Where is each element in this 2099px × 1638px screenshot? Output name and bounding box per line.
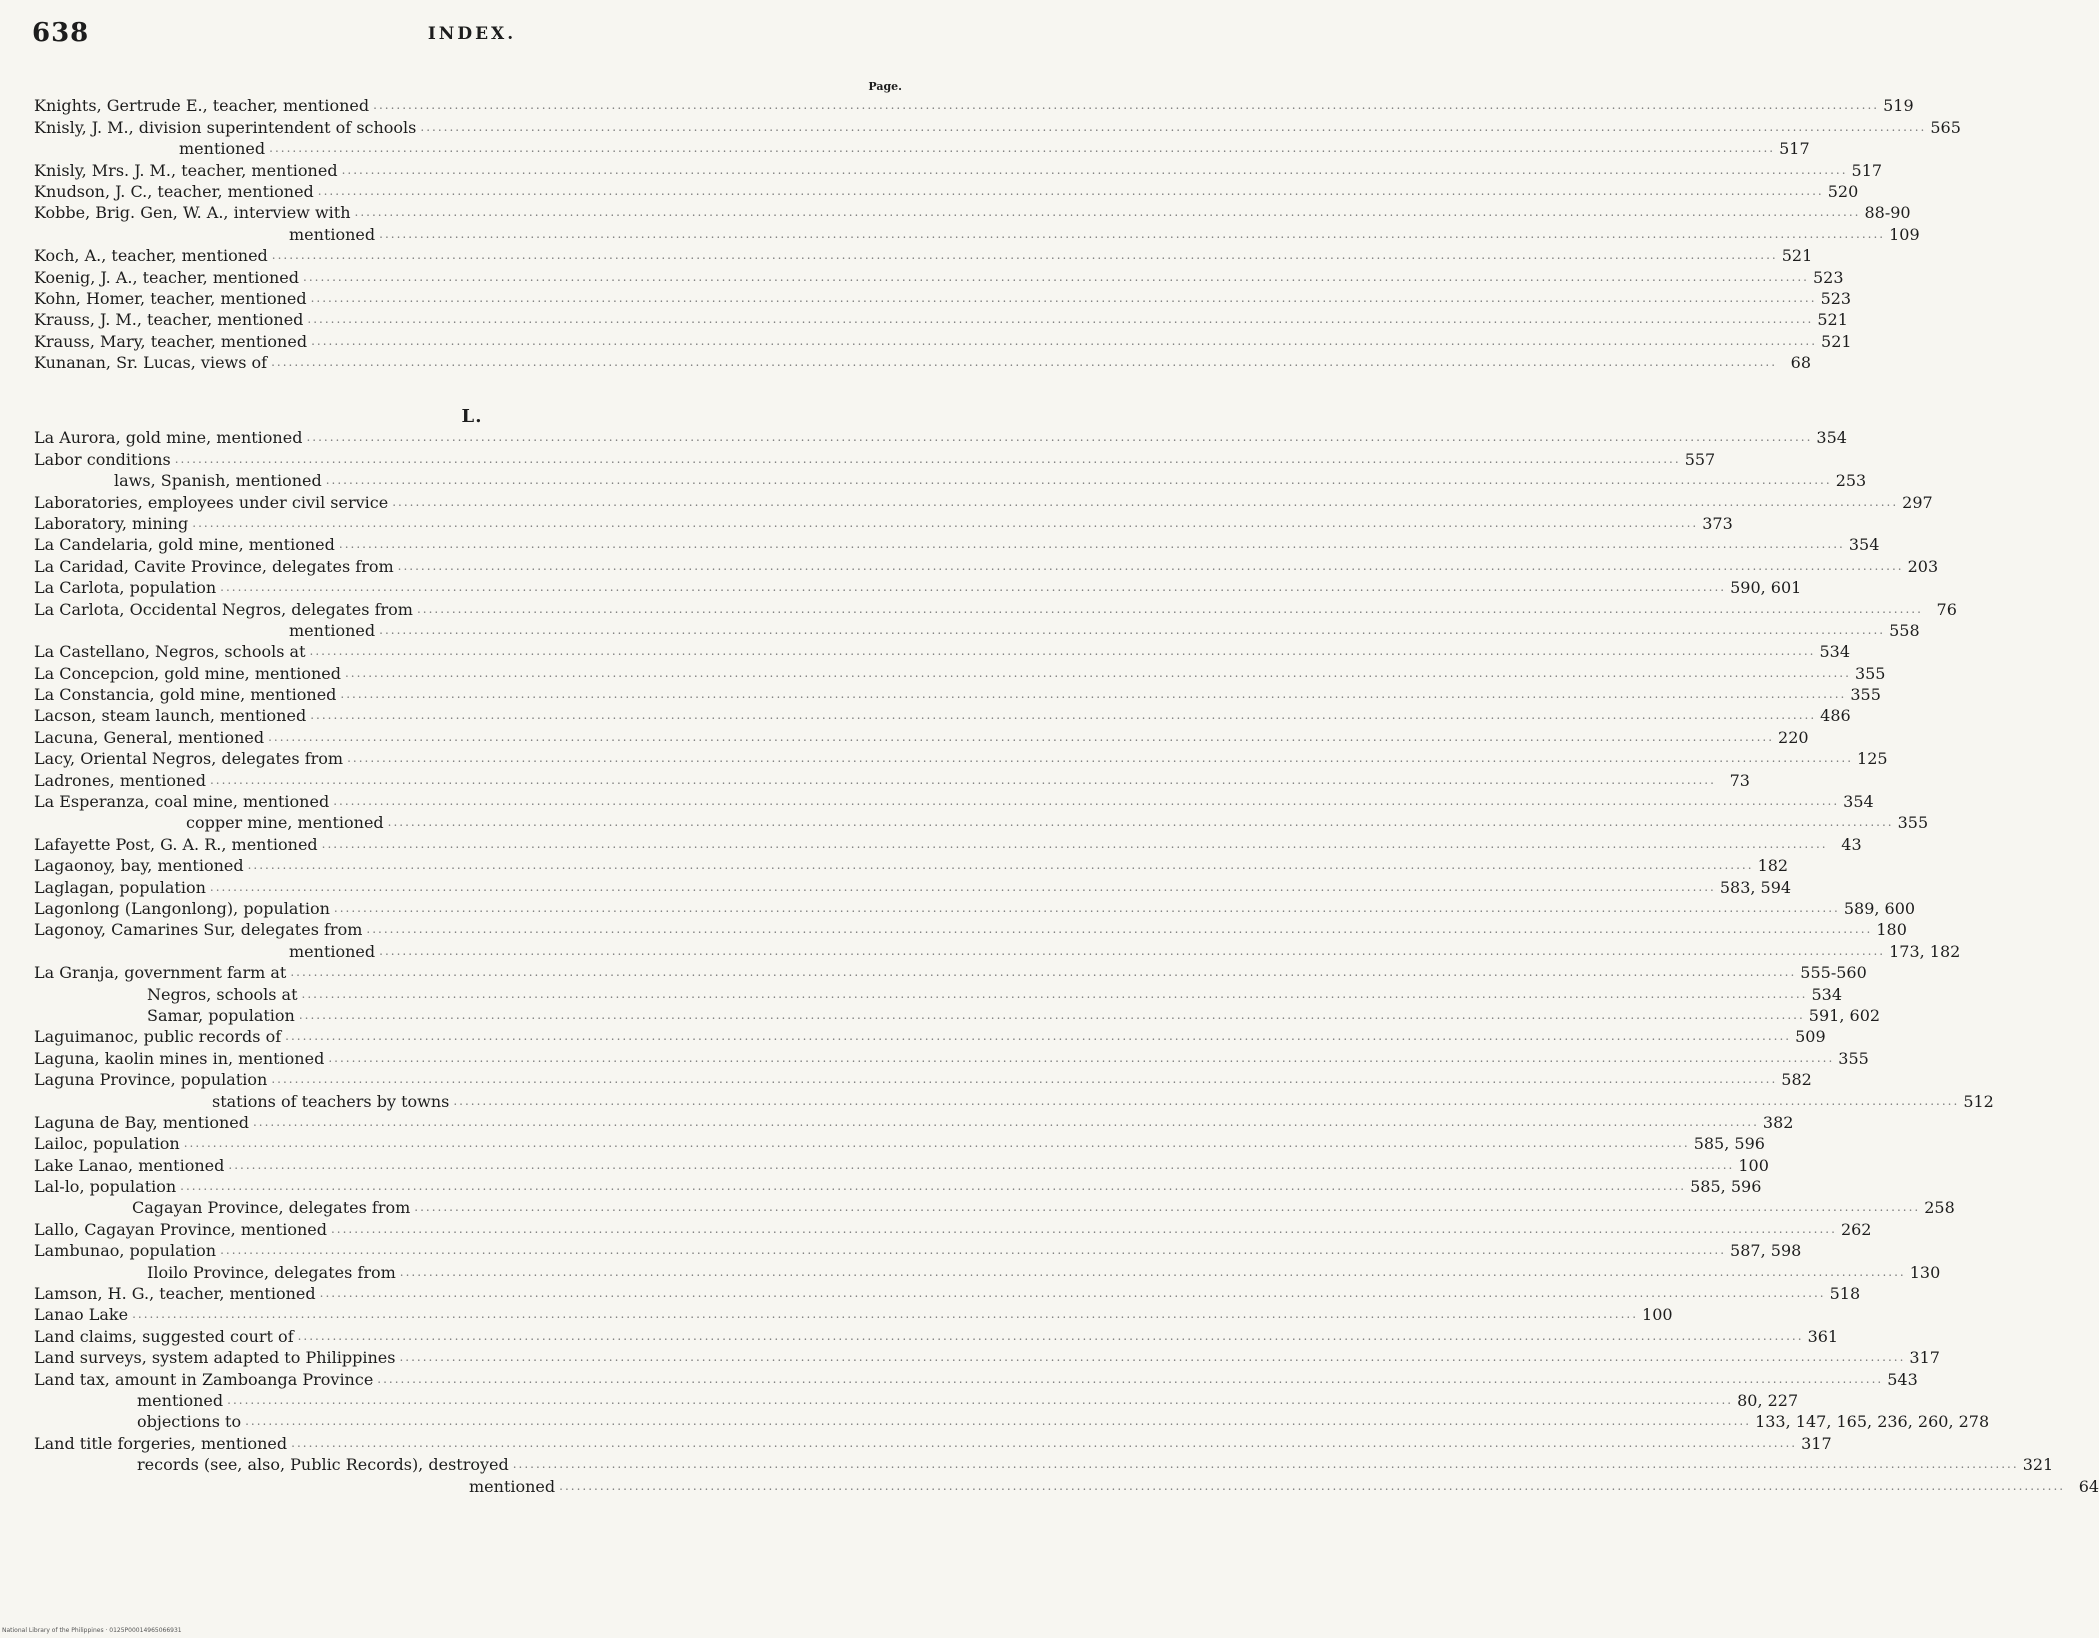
index-entry [34, 1111, 1794, 1132]
index-entry [34, 351, 1812, 373]
entry-text: La Esperanza, coal mine, mentioned [34, 792, 330, 812]
dot-leader [379, 225, 1885, 244]
index-entry [34, 1282, 1861, 1304]
entry-text: Ladrones, mentioned [34, 770, 206, 790]
index-entry [34, 94, 1914, 116]
entry-text: Laguna, kaolin mines in, mentioned [34, 1048, 325, 1068]
entry-text: Lambunao, population [34, 1241, 217, 1261]
entry-page: 73 [1729, 770, 1750, 790]
dot-leader [227, 1391, 1733, 1410]
dot-leader [513, 1455, 2019, 1474]
entry-page: 521 [1821, 331, 1852, 351]
entry-page: 582 [1781, 1070, 1812, 1090]
entry-page: 317 [1801, 1433, 1832, 1453]
entry-page: 382 [1762, 1112, 1794, 1132]
entry-page: 517 [1779, 139, 1810, 159]
dot-leader [328, 1049, 1834, 1068]
entry-page: 590, 601 [1730, 578, 1802, 598]
dot-leader [355, 203, 1861, 222]
entry-text: laws, Spanish, mentioned [114, 471, 322, 491]
index-entry [34, 329, 1852, 351]
entry-page: 523 [1812, 267, 1844, 287]
entry-text: Negros, schools at [147, 984, 298, 1004]
index-entry [34, 533, 1880, 555]
index-entry [34, 897, 1916, 918]
dot-leader [392, 493, 1898, 512]
dot-leader [285, 1027, 1791, 1046]
entry-page: 173, 182 [1889, 941, 1961, 961]
entry-text: Kobbe, Brig. Gen, W. A., interview with [34, 203, 351, 223]
entry-text: Land surveys, system adapted to Philippines [34, 1348, 396, 1368]
entry-page: 262 [1840, 1219, 1872, 1239]
index-entry [34, 918, 1907, 940]
dot-leader [345, 664, 1851, 683]
index-entry [34, 640, 1851, 662]
dot-leader [399, 1348, 1905, 1367]
entry-text: La Castellano, Negros, schools at [34, 642, 306, 662]
index-entry [34, 1153, 1769, 1175]
dot-leader [210, 878, 1716, 897]
entry-text: Laboratories, employees under civil service [34, 492, 389, 512]
entry-page: 587, 598 [1730, 1241, 1802, 1261]
entry-text: Labor conditions [34, 449, 171, 469]
dot-leader [307, 310, 1813, 329]
index-entry [34, 939, 1961, 961]
entry-page: 76 [1936, 599, 1957, 619]
entry-text: Iloilo Province, delegates from [147, 1262, 396, 1282]
index-entry [34, 661, 1886, 683]
index-entry [34, 201, 1911, 223]
entry-page: 555-560 [1800, 963, 1867, 983]
entry-page: 253 [1835, 471, 1867, 491]
dot-leader [334, 899, 1840, 918]
dot-leader [298, 1327, 1804, 1346]
entry-page: 520 [1827, 181, 1859, 201]
index-list-l [34, 426, 2099, 1496]
entry-text: La Concepcion, gold mine, mentioned [34, 663, 341, 683]
section-letter: L. [461, 406, 483, 427]
page-title: INDEX. [427, 24, 517, 44]
entry-page: 68 [1790, 353, 1812, 373]
dot-leader [271, 353, 1777, 372]
dot-leader [342, 161, 1848, 180]
index-entry [34, 308, 1848, 330]
index-entry [34, 447, 1716, 469]
dot-leader [333, 792, 1839, 811]
dot-leader [559, 1477, 2065, 1496]
entry-page: 354 [1816, 428, 1847, 448]
entry-text: Laguimanoc, public records of [34, 1027, 282, 1047]
page-column-label: Page. [868, 80, 902, 93]
entry-page: 589, 600 [1843, 898, 1916, 918]
entry-text: Knudson, J. C., teacher, mentioned [34, 181, 314, 201]
index-entry [34, 469, 1867, 491]
index-entry [34, 747, 1888, 769]
entry-text: Laguna de Bay, mentioned [34, 1112, 249, 1132]
index-entry [34, 1196, 1955, 1218]
entry-text: Krauss, J. M., teacher, mentioned [34, 310, 304, 330]
entry-text: Lailoc, population [34, 1134, 180, 1154]
entry-page: 373 [1702, 513, 1733, 533]
index-entry [34, 490, 1933, 512]
index-entry [34, 961, 1867, 983]
entry-page: 100 [1642, 1305, 1673, 1325]
entry-page: 354 [1843, 792, 1874, 812]
dot-leader [220, 578, 1726, 597]
entry-text: Kohn, Homer, teacher, mentioned [34, 288, 307, 308]
dot-leader [318, 182, 1824, 201]
index-entry [34, 1303, 1673, 1325]
entry-text: Lacuna, General, mentioned [34, 727, 265, 747]
entry-text: Lallo, Cagayan Province, mentioned [34, 1219, 327, 1239]
index-entry [34, 426, 1847, 448]
entry-page: 543 [1887, 1369, 1918, 1389]
entry-text: Lagonoy, Camarines Sur, delegates from [34, 920, 363, 940]
entry-text: Knights, Gertrude E., teacher, mentioned [34, 96, 370, 116]
index-entry [34, 158, 1883, 180]
index-entry [34, 265, 1844, 287]
entry-text: copper mine, mentioned [186, 813, 384, 833]
dot-leader [248, 856, 1754, 875]
entry-text: Kunanan, Sr. Lucas, views of [34, 353, 268, 373]
entry-page: 521 [1781, 246, 1813, 266]
dot-leader [331, 1220, 1837, 1239]
entry-text: Knisly, Mrs. J. M., teacher, mentioned [34, 160, 338, 180]
entry-page: 355 [1850, 685, 1881, 705]
entry-text: Lagaonoy, bay, mentioned [34, 856, 244, 876]
entry-text: Krauss, Mary, teacher, mentioned [34, 331, 308, 351]
entry-page: 512 [1963, 1091, 1994, 1111]
dot-leader [398, 557, 1904, 576]
entry-text: La Caridad, Cavite Province, delegates from [34, 556, 394, 576]
index-entry [34, 287, 1852, 308]
dot-leader [175, 450, 1681, 469]
entry-page: 517 [1851, 160, 1883, 180]
entry-page: 100 [1738, 1155, 1769, 1175]
entry-page: 523 [1820, 288, 1852, 308]
index-entry [34, 1346, 1940, 1368]
dot-leader [400, 1263, 1906, 1282]
index-entry [34, 832, 1862, 854]
dot-leader [414, 1198, 1920, 1217]
page-number: 638 [32, 18, 90, 48]
index-entry [34, 1453, 2054, 1475]
index-entry [34, 1367, 1918, 1389]
entry-text: Lanao Lake [34, 1305, 129, 1325]
entry-page: 203 [1907, 556, 1939, 576]
entry-text: La Aurora, gold mine, mentioned [34, 428, 303, 448]
entry-page: 182 [1757, 856, 1789, 876]
index-entry [34, 1068, 1812, 1090]
dot-leader [453, 1092, 1959, 1111]
dot-leader [228, 1156, 1734, 1175]
entry-text: stations of teachers by towns [212, 1091, 450, 1111]
dot-leader [269, 139, 1775, 158]
entry-page: 534 [1811, 984, 1842, 1004]
dot-leader [271, 1070, 1777, 1089]
archive-footer: National Library of the Philippines · 0125P00014965066931 [2, 1627, 182, 1634]
index-entry [34, 1239, 1802, 1261]
entry-page: 521 [1817, 310, 1848, 330]
index-entry [34, 244, 1813, 266]
entry-text: Laglagan, population [34, 877, 206, 897]
index-entry [34, 1389, 1799, 1410]
entry-text: La Granja, government farm at [34, 963, 287, 983]
entry-page: 80, 227 [1737, 1390, 1799, 1410]
entry-page: 585, 596 [1690, 1177, 1762, 1197]
entry-page: 354 [1848, 535, 1880, 555]
entry-page: 591, 602 [1808, 1005, 1881, 1025]
index-entry [34, 1175, 1762, 1197]
entry-text: La Constancia, gold mine, mentioned [34, 685, 337, 705]
index-entry [34, 1410, 1990, 1432]
entry-text: Lal-lo, population [34, 1177, 177, 1197]
dot-leader [322, 835, 1828, 854]
dot-leader [373, 96, 1879, 115]
dot-leader [303, 268, 1809, 287]
entry-text: Knisly, J. M., division superintendent of schools [34, 117, 417, 137]
dot-leader [306, 428, 1812, 447]
dot-leader [268, 728, 1774, 747]
entry-page: 133, 147, 165, 236, 260, 278 [1755, 1412, 1990, 1432]
dot-leader [302, 985, 1808, 1004]
entry-text: mentioned [289, 620, 376, 640]
entry-text: Koenig, J. A., teacher, mentioned [34, 267, 299, 287]
dot-leader [220, 1241, 1726, 1260]
dot-leader [420, 118, 1926, 137]
entry-text: Land tax, amount in Zamboanga Province [34, 1369, 374, 1389]
dot-leader [311, 332, 1817, 351]
index-entry [34, 1324, 1839, 1346]
index-entry [34, 875, 1792, 897]
entry-text: mentioned [137, 1390, 224, 1410]
index-entry [34, 137, 1810, 159]
entry-page: 88-90 [1864, 203, 1911, 223]
entry-page: 220 [1778, 727, 1809, 747]
entry-text: Land title forgeries, mentioned [34, 1433, 288, 1453]
entry-page: 130 [1909, 1262, 1941, 1282]
entry-page: 583, 594 [1719, 877, 1792, 897]
index-entry [34, 683, 1881, 705]
index-entry [34, 768, 1750, 790]
entry-page: 534 [1819, 642, 1851, 662]
entry-text: Koch, A., teacher, mentioned [34, 246, 268, 266]
entry-page: 361 [1807, 1326, 1839, 1346]
dot-leader [417, 600, 1923, 619]
entry-text: Laboratory, mining [34, 513, 189, 533]
index-entry [34, 115, 1961, 137]
entry-text: Lamson, H. G., teacher, mentioned [34, 1284, 316, 1304]
index-entry [34, 1089, 1994, 1111]
dot-leader [379, 621, 1885, 640]
entry-page: 258 [1924, 1198, 1955, 1218]
index-entry [34, 1217, 1872, 1239]
dot-leader [388, 813, 1894, 832]
index-entry [34, 554, 1939, 576]
entry-page: 125 [1857, 749, 1888, 769]
entry-text: mentioned [289, 224, 376, 244]
index-entry [34, 180, 1859, 201]
entry-text: Lacson, steam launch, mentioned [34, 706, 307, 726]
entry-text: Lake Lanao, mentioned [34, 1155, 225, 1175]
dot-leader [291, 1434, 1797, 1453]
dot-leader [132, 1305, 1638, 1324]
entry-page: 355 [1838, 1048, 1869, 1068]
entry-page: 557 [1684, 449, 1716, 469]
dot-leader [340, 685, 1846, 704]
index-entry [34, 811, 1929, 833]
index-entry [34, 704, 1851, 726]
entry-page: 509 [1795, 1027, 1826, 1047]
entry-page: 486 [1820, 706, 1851, 726]
entry-text: mentioned [289, 941, 376, 961]
entry-text: Land claims, suggested court of [34, 1326, 294, 1346]
dot-leader [290, 963, 1796, 982]
entry-page: 565 [1930, 117, 1961, 137]
dot-leader [299, 1006, 1805, 1025]
dot-leader [192, 514, 1698, 533]
dot-leader [245, 1412, 1751, 1431]
dot-leader [347, 749, 1853, 768]
entry-page: 355 [1897, 813, 1929, 833]
entry-text: Cagayan Province, delegates from [132, 1198, 411, 1218]
entry-text: Laguna Province, population [34, 1070, 268, 1090]
dot-leader [184, 1134, 1690, 1153]
dot-leader [366, 920, 1872, 939]
entry-text: records (see, also, Public Records), destroyed [137, 1455, 509, 1475]
entry-page: 518 [1829, 1284, 1861, 1304]
entry-text: mentioned [179, 139, 266, 159]
dot-leader [310, 706, 1816, 725]
index-entry [34, 790, 1874, 812]
index-entry [34, 854, 1789, 876]
index-list-k [34, 94, 1961, 373]
dot-leader [253, 1113, 1759, 1132]
entry-page: 43 [1841, 834, 1862, 854]
index-entry [34, 576, 1802, 598]
index-entry [34, 597, 1957, 619]
entry-text: Samar, population [147, 1005, 295, 1025]
index-entry [34, 1046, 1869, 1068]
index-entry [34, 1431, 1832, 1453]
index-entry [34, 222, 1920, 244]
dot-leader [310, 642, 1816, 661]
entry-page: 519 [1883, 96, 1914, 116]
entry-text: mentioned [469, 1476, 556, 1496]
entry-page: 297 [1902, 492, 1933, 512]
entry-text: Lacy, Oriental Negros, delegates from [34, 749, 344, 769]
dot-leader [311, 289, 1817, 308]
entry-page: 585, 596 [1693, 1134, 1765, 1154]
entry-text: Lagonlong (Langonlong), population [34, 898, 330, 918]
dot-leader [180, 1177, 1686, 1196]
index-entry [34, 1132, 1765, 1154]
entry-page: 317 [1909, 1348, 1940, 1368]
entry-text: objections to [137, 1412, 242, 1432]
dot-leader [272, 246, 1778, 265]
dot-leader [377, 1370, 1883, 1389]
entry-page: 558 [1889, 620, 1920, 640]
entry-page: 109 [1889, 224, 1920, 244]
index-entry [34, 1004, 1881, 1025]
dot-leader [326, 471, 1832, 490]
entry-text: La Carlota, population [34, 578, 217, 598]
index-entry [34, 619, 1920, 640]
dot-leader [379, 942, 1885, 961]
entry-text: La Carlota, Occidental Negros, delegates from [34, 599, 413, 619]
index-entry [34, 1260, 1941, 1282]
dot-leader [210, 771, 1716, 790]
index-entry [34, 1474, 2099, 1496]
entry-page: 180 [1876, 920, 1907, 940]
dot-leader [339, 535, 1845, 554]
entry-page: 64 [2078, 1476, 2099, 1496]
entry-text: Lafayette Post, G. A. R., mentioned [34, 834, 318, 854]
index-entry [34, 982, 1842, 1004]
index-entry [34, 1025, 1826, 1047]
entry-page: 355 [1854, 663, 1886, 683]
index-entry [34, 725, 1809, 747]
dot-leader [320, 1284, 1826, 1303]
index-entry [34, 512, 1733, 533]
entry-page: 321 [2022, 1455, 2054, 1475]
entry-text: La Candelaria, gold mine, mentioned [34, 535, 335, 555]
